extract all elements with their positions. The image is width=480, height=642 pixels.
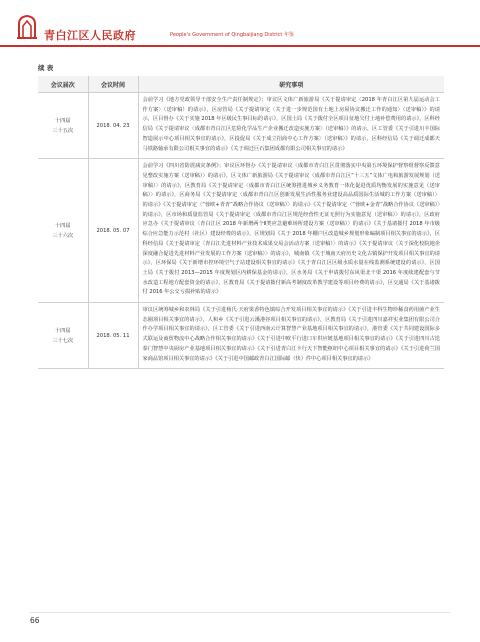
header-divider <box>0 45 480 47</box>
table-row <box>38 303 444 369</box>
table-row <box>38 159 444 303</box>
site-title: 青白江区人民政府 <box>44 29 136 42</box>
agenda-items: 会前学习《四川省防震减灾条例》；审议区环督办《关于提请审议〈成都市青白江区贯彻落实中央第五环境保护督察组督察反馈意见整改实施方案（送审稿）〉的请示》，区文体广新旅游局《关于提请审议〈成都市青白江区“十三五”文体广电和旅游发展规划（送审稿）〉的请示》，区教育局《关于提请审定〈成都市青白江区统筹推进城乡义务教育一体化促进优质均衡发展的实施意见（送审稿）〉的请示》，区商务局《关于提请审定〈成都市青白江区创新发展生活性服务业建设高品质国际生活城的工作方案（送审稿）〉的请示》《关于提请审定〈“蓉欧+青青”战略合作协议（送审稿）〉的请示》《关于提请审定〈“蓉欧+金青”战略合作协议（送审稿）〉的请示》，区市场和质量监管局《关于提请审定〈成都市青白江区规范经营性无证无照行为实施意见（送审稿）〉的请示》，区政府应急办《关于提请审议〈青白江区 2018 年新增两个Ⅱ类应急避难场所建设方案（送审稿）〉的请示》《关于基诸拨付 2018 年市级综合应急能力示范村（社区）建设经费的请示》，区规划局《关于 2018 年棚户区改造城乡规划形象编制项目相关事宜的请示》，区科经信局《关于提请审定〈青白江先进材料产业技术成果交易会活动方案（送审稿）〉的请示》《关于提请审议〈关于深化校院地企深度融合促进先进材料产业发展的工作方案（送审稿）〉的请示》，城南镇《关于城南天府历史文化古镇保护开发项目相关事宜的请示》，区环保局《关于新增市控环境空气子站建设相关事宜的请示》《关于青白江区区级水质水量在线监测系统建设的请示》，区国土局《关于拨付 2013—2015 年度规划区内耕保基金的请示》，区水务局《关于申请拨付东风渠北干渠 2016 年度续建配套与节水改造工程地方配套资金的请示》，区教育局《关于提请拨付新高考制度改革教学建设等项目经费的请示》，区交通局《关于基诸拨付 2016 年公交亏损补贴的请示》 <box>138 159 444 303</box>
session-cell <box>38 159 88 303</box>
meeting-minutes-table <box>38 76 444 369</box>
session-cell <box>38 303 88 369</box>
table-header-row <box>38 76 444 93</box>
session-sub-number: 三十六次 <box>52 232 74 239</box>
session-cell <box>38 93 88 159</box>
agenda-items: 审议区统筹城乡和农林局《关于引进杨氏·天府果香特色镇综合开发项目相关事宜的请示》《关于引进丰科生物珍稀食药用菌产业生态圈项目相关事宜的请示》，人和乡《关于引进云溪港谷项目相关事宜的请示》，区教育局《关于引进四川嘉祥实业集团有限公司合作办学项目相关事宜的请示》，区工管委《关于引进西南云计算智慧产业基地项目相关事宜的请示》，港管委《关于共同建设国际多式联运及商贸物流中心战略合作相关事宜的请示》《关于引进中欧平行进口车供应链基地项目相关事宜的请示》《关于引进四川古迭泰门智慧中央厨房产业基地项目相关事宜的请示》《关于引进青白江卡行天下智能枢纽中心项目相关事宜的请示》《关于引进荷兰国家商品馆项目相关事宜的请示》《关于引进中国邮政青白江国际邮（快）件中心项目相关事宜的请示》 <box>138 303 444 369</box>
column-header-date: 会议时间 <box>88 76 138 93</box>
meeting-date: 2018. 05. 11 <box>88 303 138 369</box>
session-number: 十四届 <box>54 222 71 229</box>
meeting-date: 2018. 04. 23 <box>88 93 138 159</box>
agenda-items: 会前学习《地方党政领导干部安全生产责任制规定》；审议区文体广新旅游局《关于提请审定〈2018 年青白江区第九届运动会工作方案〉（送审稿）的请示》，区房管局《关于提请审定〈关于进一步规范国有土地上房屋协议搬迁工作的通知〉（送审稿）》的请示，区目督办《关于实施 2018 年区级民生事目标的请示》，区国土局《关于拨付全区项目征地欠付土地补偿费用的请示》，区科经信局《关于提请审议〈成都市青白江区危险化学品生产企业搬迁改造实施方案〉（送审稿）》的请示，区工管委《关于引进川丰国际智造展示中心项目相关事宜的请示》，区投促局《关于成立招商中心工作方案〉（送审稿）》的请示，区科经信局《关于调迁成都天马铁路轴承有限公司相关事宜的请示》《关于调迁巨石集团成都有限公司相关事宜的请示》 <box>138 93 444 159</box>
meeting-date: 2018. 05. 07 <box>88 159 138 303</box>
government-emblem-icon <box>16 14 38 40</box>
session-sub-number: 三十七次 <box>52 337 74 344</box>
table-row <box>38 93 444 159</box>
page-number: 66 <box>30 616 40 625</box>
session-number: 十四届 <box>54 327 71 334</box>
session-number: 十四届 <box>54 117 71 124</box>
column-header-items: 研究事项 <box>138 76 444 93</box>
continued-table-label: 续 表 <box>38 64 54 72</box>
column-header-session: 会议届次 <box>38 76 88 93</box>
session-sub-number: 三十五次 <box>52 127 74 134</box>
footer-divider <box>30 612 450 613</box>
page-header <box>0 0 480 56</box>
site-subtitle: People's Government of Qingbaijiang District 年鉴 <box>170 32 294 38</box>
